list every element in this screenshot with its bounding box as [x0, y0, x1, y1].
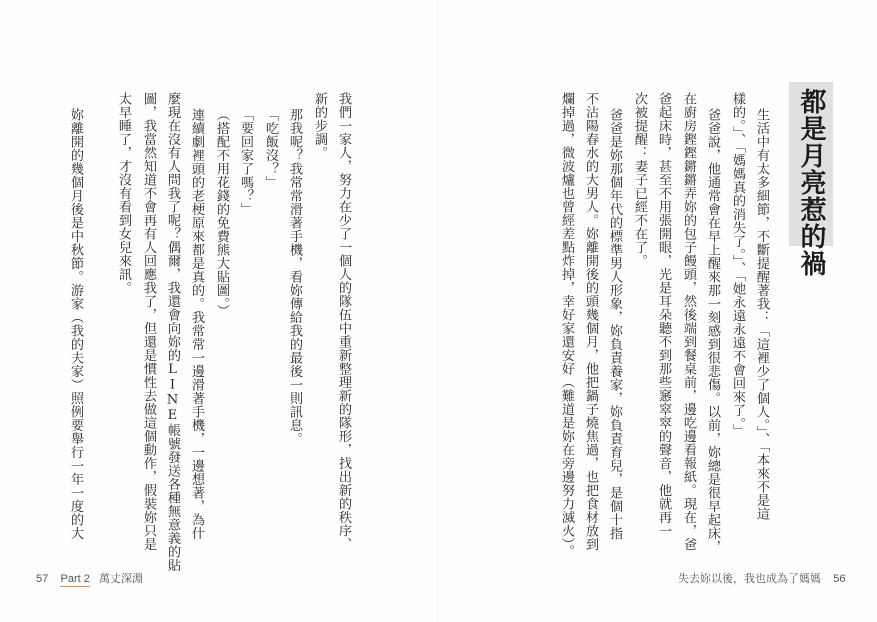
text-line: 新的步調。: [312, 92, 327, 160]
page-gutter: [437, 0, 439, 622]
text-line: 生活中有太多細節，不斷提醒著我：「這裡少了個人。」、「本來不是這: [754, 108, 769, 521]
text-line: 「要回家了嗎？」: [238, 108, 253, 216]
text-line: 樣的。」、「媽媽真的消失了。」、「她永遠永遠不會回來了。」: [730, 92, 745, 438]
text-line: 連續劇裡頭的老梗原來都是真的。我常常一邊滑著手機，一邊想著，為什: [189, 108, 204, 540]
text-line: 圖，我當然知道不會再有人回應我了，但還是慣性去做這個動作，假裝妳只是: [141, 92, 156, 551]
section-label: 萬丈深淵: [99, 573, 144, 585]
page-number: 57: [36, 573, 49, 585]
text-line: 妳離開的幾個月後是中秋節。游家（我的夫家）照例要舉行一年一度的大: [68, 108, 83, 540]
text-line: 我們一家人，努力在少了一個人的隊伍中重新整理新的隊形，找出新的秩序、: [336, 92, 351, 551]
text-line: 「吃飯沒？」: [263, 108, 278, 189]
chapter-title-box: [789, 82, 833, 277]
part-label: Part 2: [60, 573, 90, 585]
right-page-footer: [678, 570, 845, 586]
text-line: 次被提醒：妻子已經不在了。: [632, 92, 647, 268]
text-line: 爸起床時，甚至不用張開眼，光是耳朵聽不到那些窸窣窣的聲音，他就再一: [656, 92, 671, 538]
text-line: 麼現在沒有人問我了呢？偶爾，我還會向妳的LINE帳號發送各種無意義的貼: [165, 92, 180, 572]
text-line: 爛掉過，微波爐也曾經差點炸掉，幸好家還安好（難道是妳在旁邊努力滅火）。: [559, 92, 574, 558]
text-line: 太早睡了，才沒有看到女兒來訊。: [116, 92, 131, 295]
left-page-footer: [36, 570, 143, 586]
page-number: 56: [833, 573, 846, 585]
text-line: 不沾陽春水的大男人。妳離開後的頭幾個月，他把鍋子燒焦過，也把食材放到: [583, 92, 598, 551]
text-line: 爸爸是妳那個年代的標準男人形象，妳負責養家，妳負責育兒，是個十指: [607, 108, 622, 540]
running-head: 失去妳以後，我也成為了媽媽: [678, 573, 821, 585]
text-line: 在廚房鏗鏗鏘鏘弄妳的包子饅頭，然後端到餐桌前，邊吃邊看報紙。現在，爸: [681, 92, 696, 551]
text-line: （搭配不用花錢的免費熊大貼圖。）: [214, 108, 229, 318]
text-line: 那我呢？我常常滑著手機，看妳傳給我的最後一則訊息。: [287, 108, 302, 446]
text-line: 爸爸說，他通常會在早上醒來那一刻感到很悲傷。以前，妳總是很早起床，: [705, 108, 720, 554]
chapter-title: 都是月亮惹的禍: [796, 88, 826, 277]
